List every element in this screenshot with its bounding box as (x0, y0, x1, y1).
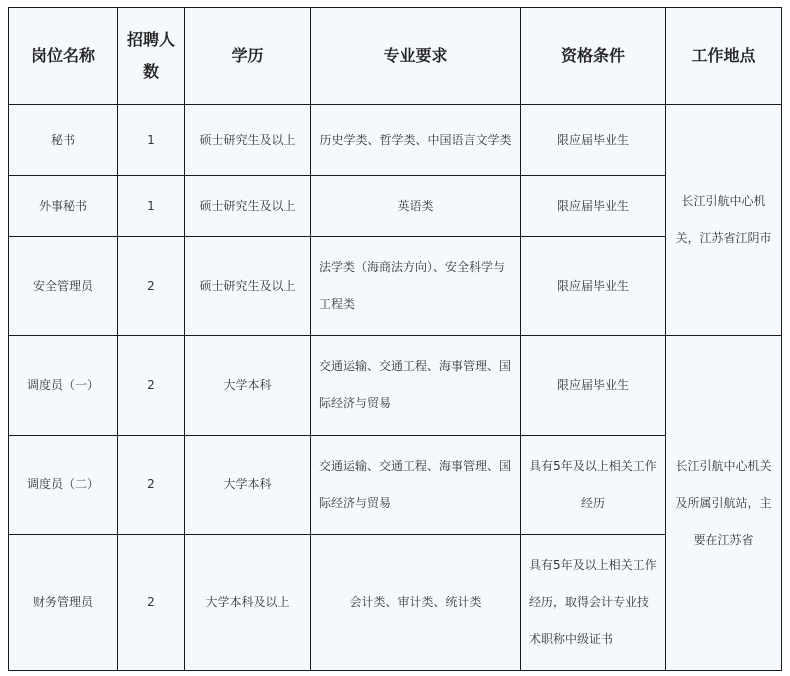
cell-title: 秘书 (9, 105, 118, 176)
recruitment-table (8, 7, 782, 671)
cell-title: 调度员（二） (9, 435, 118, 534)
header-qualification: 资格条件 (521, 8, 666, 105)
cell-qualification: 具有5年及以上相关工作经历 (521, 435, 666, 534)
cell-education: 硕士研究生及以上 (185, 105, 311, 176)
cell-location-1: 长江引航中心机关，江苏省江阴市 (666, 105, 782, 336)
cell-count: 2 (118, 336, 185, 435)
cell-qualification: 限应届毕业生 (521, 105, 666, 176)
cell-education: 大学本科 (185, 336, 311, 435)
cell-count: 1 (118, 176, 185, 237)
cell-education: 硕士研究生及以上 (185, 176, 311, 237)
cell-title: 财务管理员 (9, 534, 118, 670)
cell-major: 法学类（海商法方向）、安全科学与工程类 (311, 237, 521, 336)
cell-count: 2 (118, 435, 185, 534)
header-location: 工作地点 (666, 8, 782, 105)
header-row (9, 8, 782, 105)
cell-location-2: 长江引航中心机关及所属引航站，主要在江苏省 (666, 336, 782, 671)
cell-title: 调度员（一） (9, 336, 118, 435)
header-title: 岗位名称 (9, 8, 118, 105)
header-major: 专业要求 (311, 8, 521, 105)
cell-major: 英语类 (311, 176, 521, 237)
cell-education: 大学本科及以上 (185, 534, 311, 670)
cell-qualification: 限应届毕业生 (521, 237, 666, 336)
cell-count: 2 (118, 237, 185, 336)
cell-major: 会计类、审计类、统计类 (311, 534, 521, 670)
cell-major: 历史学类、哲学类、中国语言文学类 (311, 105, 521, 176)
cell-qualification: 具有5年及以上相关工作经历，取得会计专业技术职称中级证书 (521, 534, 666, 670)
cell-education: 硕士研究生及以上 (185, 237, 311, 336)
cell-title: 安全管理员 (9, 237, 118, 336)
cell-qualification: 限应届毕业生 (521, 176, 666, 237)
table-row (9, 336, 782, 435)
cell-major: 交通运输、交通工程、海事管理、国际经济与贸易 (311, 336, 521, 435)
table-row (9, 105, 782, 176)
header-education: 学历 (185, 8, 311, 105)
cell-title: 外事秘书 (9, 176, 118, 237)
cell-count: 1 (118, 105, 185, 176)
header-count: 招聘人数 (118, 8, 185, 105)
cell-qualification: 限应届毕业生 (521, 336, 666, 435)
cell-count: 2 (118, 534, 185, 670)
cell-major: 交通运输、交通工程、海事管理、国际经济与贸易 (311, 435, 521, 534)
cell-education: 大学本科 (185, 435, 311, 534)
